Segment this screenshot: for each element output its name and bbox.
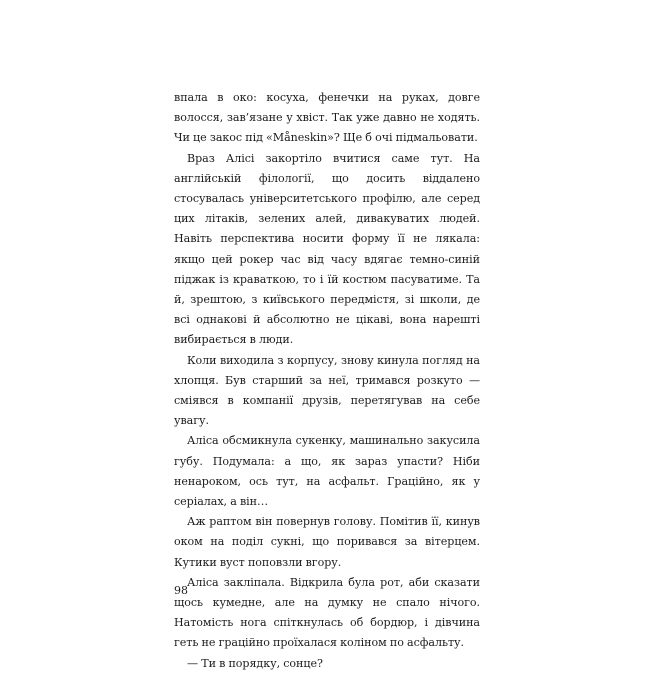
paragraph-7: — Ти в порядку, сонце?	[187, 656, 323, 670]
paragraph-2: Враз Алісі закортіло вчитися саме тут. На англійській філології, що досить віддалено стосувалась університетського профілю, але серед цих літаків, зелених алей, дивакуватих людей. Навіть перспектива носити форму її не лякала: якщо цей рокер час від часу вдягає темно-синій піджак із краваткою, то і їй костюм пасуватиме. Та й, зрештою, з київського передмістя, зі школи, де всі однакові й абсолютно не цікаві, вона нарешті вибирається в люди.	[174, 151, 480, 347]
page-number: 98	[174, 584, 188, 597]
paragraph-6: Аліса закліпала. Відкрила була рот, аби сказати щось кумедне, але на думку не спало нічого. Натомість нога спіткнулась об бордюр, і дівчина геть не граційно проїхалася коліном по асфальту.	[174, 575, 480, 650]
paragraph-5: Аж раптом він повернув голову. Помітив її, кинув оком на поділ сукні, що поривався за вітерцем. Кутики вуст поповзли вгору.	[174, 515, 480, 569]
paragraph-4: Аліса обсмикнула сукенку, машинально закусила губу. Подумала: а що, як зараз упасти? Ніби ненароком, ось тут, на асфальт. Граційно, як у серіалах, а він…	[174, 434, 480, 509]
paragraph-3: Коли виходила з корпусу, знову кинула погляд на хлопця. Був старший за неї, тримався розкуто — сміявся в компанії друзів, перетягував на себе увагу.	[174, 353, 480, 428]
paragraph-1: впала в око: косуха, фенечки на руках, довге волосся, зав’язане у хвіст. Так уже давно не ходять. Чи це закос під «Måneskin»? Ще б очі підмальовати.	[174, 91, 480, 145]
body-text	[174, 88, 480, 674]
